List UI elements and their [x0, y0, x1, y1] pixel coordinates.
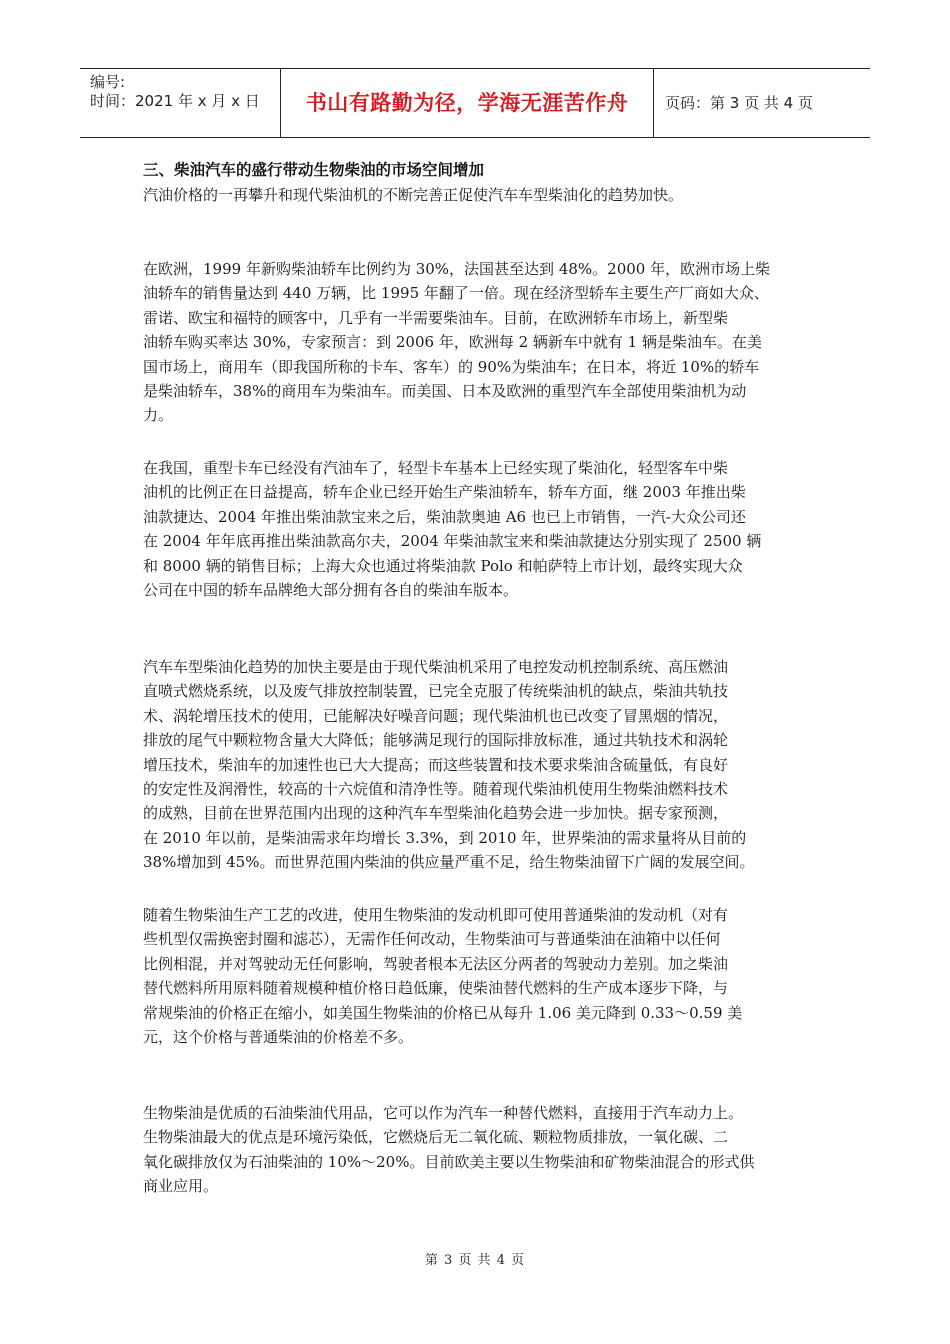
paragraph-3 [143, 456, 815, 602]
text-line: 增压技术，柴油车的加速性也已大大提高；而这些装置和技术要求柴油含硫量低，有良好 [143, 755, 729, 774]
header-divider [653, 69, 654, 137]
text-line: 常规柴油的价格正在缩小，如美国生物柴油的价格已从每升 1.06 美元降到 0.33～0.59 美 [143, 1003, 743, 1022]
text-line: 元，这个价格与普通柴油的价格差不多。 [143, 1028, 414, 1047]
text-line: 力。 [143, 406, 174, 425]
page-footer: 第 3 页 共 4 页 [424, 1253, 526, 1268]
text-line: 油款捷达、2004 年推出柴油款宝来之后，柴油款奥迪 A6 也已上市销售，一汽-大众公司还 [143, 507, 746, 526]
paragraph-5 [143, 903, 815, 1049]
text-line: 生物柴油是优质的石油柴油代用品，它可以作为汽车一种替代燃料，直接用于汽车动力上。 [143, 1104, 744, 1122]
text-line: 商业应用。 [143, 1177, 219, 1196]
text-line: 汽油价格的一再攀升和现代柴油机的不断完善正促使汽车车型柴油化的趋势加快。 [143, 186, 684, 204]
header-motto: 书山有路勤为径，学海无涯苦作舟 [305, 91, 629, 115]
text-line: 和 8000 辆的销售目标；上海大众也通过将柴油款 Polo 和帕萨特上市计划，最终实现大众 [143, 556, 743, 575]
document-number-label: 编号: [90, 73, 126, 91]
text-line: 是柴油轿车，38%的商用车为柴油车。而美国、日本及欧洲的重型汽车全部使用柴油机为动 [143, 382, 747, 401]
text-line: 的成熟，目前在世界范围内出现的这种汽车车型柴油化趋势会进一步加快。据专家预测， [143, 804, 729, 823]
text-line: 油轿车购买率达 30%，专家预言：到 2006 年，欧洲每 2 辆新车中就有 1 辆是柴油车。在美 [143, 333, 762, 352]
text-line: 在欧洲，1999 年新购柴油轿车比例约为 30%，法国甚至达到 48%。2000 年，欧洲市场上柴 [143, 260, 771, 278]
paragraph-4 [143, 655, 815, 875]
text-line: 公司在中国的轿车品牌绝大部分拥有各自的柴油车版本。 [143, 581, 519, 600]
text-line: 38%增加到 45%。而世界范围内柴油的供应量严重不足，给生物柴油留下广阔的发展空间。 [143, 853, 755, 872]
paragraph-1 [143, 183, 815, 207]
paragraph-2 [143, 257, 815, 428]
text-line: 替代燃料所用原料随着规模种植价格日趋低廉，使柴油替代燃料的生产成本逐步下降，与 [143, 979, 729, 998]
text-line: 氧化碳排放仅为石油柴油的 10%～20%。目前欧美主要以生物柴油和矿物柴油混合的形式供 [143, 1152, 755, 1171]
text-line: 比例相混，并对驾驶动无任何影响，驾驶者根本无法区分两者的驾驶动力差别。加之柴油 [143, 954, 729, 973]
text-line: 国市场上，商用车（即我国所称的卡车、客车）的 90%为柴油车；在日本，将近 10%的轿车 [143, 357, 760, 376]
text-line: 雷诺、欧宝和福特的顾客中，几乎有一半需要柴油车。目前，在欧洲轿车市场上，新型柴 [143, 308, 729, 327]
text-line: 些机型仅需换密封圈和滤芯），无需作任何改动，生物柴油可与普通柴油在油箱中以任何 [143, 930, 721, 949]
text-line: 在 2004 年年底再推出柴油款高尔夫，2004 年柴油款宝来和柴油款捷达分别实现了 2500 辆 [143, 532, 762, 551]
text-line: 在我国，重型卡车已经没有汽油车了，轻型卡车基本上已经实现了柴油化，轻型客车中柴 [143, 459, 729, 477]
text-line: 随着生物柴油生产工艺的改进，使用生物柴油的发动机即可使用普通柴油的发动机（对有 [143, 906, 729, 924]
text-line: 排放的尾气中颗粒物含量大大降低；能够满足现行的国际排放标准，通过共轨技术和涡轮 [143, 731, 729, 750]
paragraph-6 [143, 1101, 815, 1199]
text-line: 直喷式燃烧系统，以及废气排放控制装置，已完全克服了传统柴油机的缺点，柴油共轨技 [143, 682, 729, 701]
document-date: 时间：2021 年 x 月 x 日 [90, 92, 260, 110]
text-line: 汽车车型柴油化趋势的加快主要是由于现代柴油机采用了电控发动机控制系统、高压燃油 [143, 658, 729, 676]
page-header [80, 68, 870, 138]
header-meta [90, 73, 260, 111]
text-line: 油轿车的销售量达到 440 万辆，比 1995 年翻了一倍。现在经济型轿车主要生产厂商如大众、 [143, 284, 769, 303]
text-line: 术、涡轮增压技术的使用，已能解决好噪音问题；现代柴油机也已改变了冒黑烟的情况， [143, 706, 729, 725]
text-line: 生物柴油最大的优点是环境污染低，它燃烧后无二氧化硫、颗粒物质排放，一氧化碳、二 [143, 1128, 729, 1147]
header-page-info: 页码：第 3 页 共 4 页 [665, 94, 813, 112]
section-title: 三、柴油汽车的盛行带动生物柴油的市场空间增加 [143, 161, 485, 179]
text-line: 油机的比例正在日益提高，轿车企业已经开始生产柴油轿车，轿车方面，继 2003 年推出柴 [143, 483, 746, 502]
text-line: 的安定性及润滑性，较高的十六烷值和清净性等。随着现代柴油机使用生物柴油燃料技术 [143, 780, 729, 799]
text-line: 在 2010 年以前，是柴油需求年均增长 3.3%，到 2010 年，世界柴油的需求量将从目前的 [143, 828, 747, 847]
